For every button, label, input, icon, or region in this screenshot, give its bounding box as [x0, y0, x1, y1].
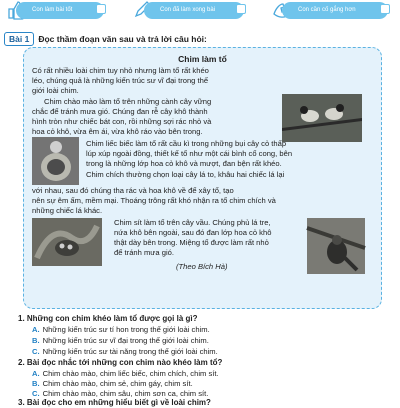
- question-1: 1. Những con chim khéo làm tổ được gọi là gì?: [18, 314, 198, 323]
- passage-line: hoa cỏ khô, vừa êm ái, vừa khô ráo vào bên trong.: [32, 127, 203, 136]
- badge-label: Con cần cố gắng hơn: [298, 7, 356, 13]
- passage-line: hình tròn như chiếc bát con, rồi những sợi rác nhỏ và: [32, 117, 212, 126]
- option-letter: A.: [32, 369, 40, 378]
- badge-finished: [144, 2, 244, 19]
- option-letter: C.: [32, 389, 40, 398]
- bird-photo-chao-mao: [282, 94, 362, 142]
- badge-good-work: [16, 2, 104, 19]
- passage-line: nứa khô bên ngoài, sau đó đan lớp hoa cỏ khô: [114, 228, 272, 237]
- option-text: Những kiến trúc sư tài năng trong thế giới loài chim.: [42, 347, 218, 356]
- passage-line: Chim sít làm tổ trên cây vầu. Chúng phủ lá tre,: [114, 218, 271, 227]
- passage-line: giới loài chim.: [32, 86, 79, 95]
- answer-option[interactable]: [32, 347, 218, 356]
- option-text: Những kiến trúc sư vĩ đại trong thế giới loài chim.: [42, 336, 209, 345]
- reading-passage: [23, 47, 382, 309]
- bird-photo-sit: [307, 218, 365, 274]
- question-3: 3. Bài đọc cho em những hiểu biết gì về loài chim?: [18, 398, 211, 407]
- badge-label: Con làm bài tốt: [32, 7, 73, 13]
- option-text: Những kiến trúc sư tí hon trong thế giới loài chim.: [42, 325, 210, 334]
- answer-option[interactable]: [32, 379, 193, 388]
- passage-line: lúp xúp ngoài đồng, thiết kế tổ như một cái bình cổ cong, bên: [86, 149, 293, 158]
- passage-line: Chim chào mào làm tổ trên những cành cây vững: [44, 97, 212, 106]
- option-text: Chim chào mào, chim sẻ, chim gáy, chim sít.: [42, 379, 193, 388]
- answer-option[interactable]: [32, 369, 219, 378]
- option-letter: C.: [32, 347, 40, 356]
- badge-try-harder-checkbox[interactable]: [380, 4, 390, 14]
- passage-line: Có rất nhiều loài chim tuy nhỏ nhưng làm tổ rất khéo: [32, 66, 209, 75]
- question-2: 2. Bài đọc nhắc tới những con chim nào khéo làm tổ?: [18, 358, 223, 367]
- passage-line: nên sự êm ấm, mềm mại. Thoáng trông rất khó nhận ra tổ chim chích và: [32, 196, 276, 205]
- passage-line: Chim chích thường chọn loại cây lá to, khâu hai chiếc lá lại: [86, 170, 285, 179]
- badge-try-harder: [282, 2, 388, 19]
- passage-line: chắc để tránh mưa gió. Chúng đan rễ cây khô thành: [32, 107, 208, 116]
- badge-finished-checkbox[interactable]: [236, 4, 246, 14]
- answer-option[interactable]: [32, 325, 210, 334]
- passage-line: Chim liếc biếc làm tổ rất cầu kì trong những bụi cây cỏ thấp: [86, 139, 287, 148]
- badge-good-work-checkbox[interactable]: [96, 4, 106, 14]
- passage-line: những chiếc lá khác.: [32, 206, 103, 215]
- task-number: Bài 1: [4, 32, 34, 46]
- passage-line: với nhau, sau đó chúng tha rác và hoa khô về để xây tổ, tạo: [32, 186, 234, 195]
- option-text: Chim chào mào, chim sâu, chim sơn ca, chim sít.: [42, 389, 209, 398]
- option-text: Chim chào mào, chim liếc biếc, chim chích, chim sít.: [42, 369, 219, 378]
- passage-line: thật dày bên trong. Miệng tổ được làm rất nhỏ: [114, 238, 269, 247]
- task-instruction: Đọc thầm đoạn văn sau và trả lời câu hỏi:: [38, 34, 207, 44]
- answer-option[interactable]: [32, 389, 208, 398]
- task-heading: [4, 32, 207, 46]
- passage-title: Chim làm tổ: [178, 54, 227, 64]
- bird-nest-photo-chich: [32, 218, 102, 266]
- answer-option[interactable]: [32, 336, 209, 345]
- badge-label: Con đã làm xong bài: [160, 7, 216, 13]
- evaluation-strip: [0, 0, 400, 30]
- option-letter: B.: [32, 336, 40, 345]
- option-letter: B.: [32, 379, 40, 388]
- passage-line: trong là những lớp hoa cỏ khô và mượt, đan bện rất khéo.: [86, 159, 282, 168]
- option-letter: A.: [32, 325, 40, 334]
- bird-nest-photo-lieu-biec: [32, 137, 79, 185]
- passage-line: léo, chúng quả là những kiến trúc sư vĩ đại trong thế: [32, 76, 209, 85]
- passage-line: để tránh mưa gió.: [114, 248, 174, 257]
- passage-source: (Theo Bích Hà): [176, 262, 228, 271]
